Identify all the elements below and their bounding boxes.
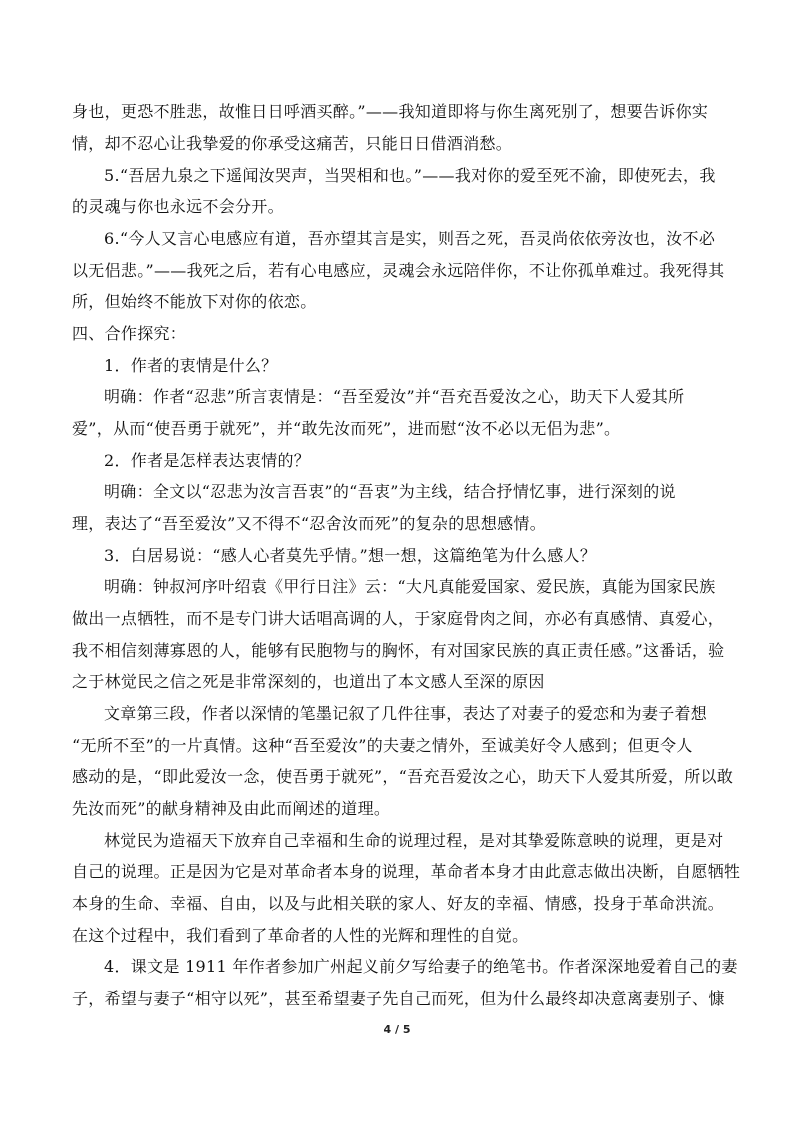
text-line: 做出一点牺牲，而不是专门讲大话唱高调的人，于家庭骨肉之间，亦必有真感情、真爱心， — [72, 609, 725, 628]
text-line: 林觉民为造福天下放弃自己幸福和生命的说理过程，是对其挚爱陈意映的说理，更是对 — [104, 831, 724, 850]
text-line: 身也，更恐不胜悲，故惟日日呼酒买醉。”——我知道即将与你生离死别了，想要告诉你实 — [72, 102, 709, 121]
question-line: 1．作者的衷情是什么？ — [104, 356, 278, 375]
text-line: 的灵魂与你也永远不会分开。 — [72, 197, 284, 216]
text-line: 所，但始终不能放下对你的依恋。 — [72, 292, 317, 311]
text-line: 6.“今人又言心电感应有道，吾亦望其言是实，则吾之死，吾灵尚依依旁汝也，汝不必 — [104, 229, 716, 248]
text-line: 感动的是，“即此爱汝一念，使吾勇于就死”，“吾充吾爱汝之心，助天下人爱其所爱，所以敢 — [72, 767, 734, 786]
text-line: 爱”，从而“使吾勇于就死”，并“敢先汝而死”，进而慰“汝不必以无侣为悲”。 — [72, 419, 621, 438]
question-line: 4．课文是 1911 年作者参加广州起义前夕写给妻子的绝笔书。作者深深地爱着自己的妻 — [104, 957, 738, 976]
text-line: “无所不至”的一片真情。这种“吾至爱汝”的夫妻之情外，至诚美好令人感到；但更令人 — [72, 736, 693, 755]
text-line: 情，却不忍心让我挚爱的你承受这痛苦，只能日日借酒消愁。 — [72, 134, 513, 153]
text-line: 我不相信刻薄寡恩的人，能够有民胞物与的胸怀，有对国家民族的真正责任感。”这番话，验 — [72, 641, 725, 660]
page-number: 4 / 5 — [383, 1023, 411, 1036]
text-line: 明确：作者“忍悲”所言衷情是：“吾至爱汝”并“吾充吾爱汝之心，助天下人爱其所 — [104, 387, 685, 406]
text-line: 本身的生命、幸福、自由，以及与此相关联的家人、好友的幸福、情感，投身于革命洪流。 — [72, 894, 725, 913]
text-line: 子，希望与妻子“相守以死”，甚至希望妻子先自己而死，但为什么最终却决意离妻别子、慷 — [72, 989, 725, 1008]
text-line: 在这个过程中，我们看到了革命者的人性的光辉和理性的自觉。 — [72, 926, 529, 945]
text-line: 明确：全文以“忍悲为汝言吾衷”的“吾衷”为主线，结合抒情忆事，进行深刻的说 — [104, 482, 676, 501]
text-line: 文章第三段，作者以深情的笔墨记叙了几件往事，表达了对妻子的爱恋和为妻子着想 — [104, 704, 708, 723]
section-heading: 四、合作探究： — [72, 324, 187, 343]
question-line: 2．作者是怎样表达衷情的？ — [104, 451, 311, 470]
text-line: 5.“吾居九泉之下遥闻汝哭声，当哭相和也。”——我对你的爱至死不渝，即使死去，我 — [104, 166, 716, 185]
text-line: 先汝而死”的献身精神及由此而阐述的道理。 — [72, 799, 391, 818]
text-line: 自己的说理。正是因为它是对革命者本身的说理，革命者本身才由此意志做出决断，自愿牺牲 — [72, 862, 741, 881]
text-line: 明确：钟叔河序叶绍袁《甲行日注》云：“大凡真能爱国家、爱民族，真能为国家民族 — [104, 577, 716, 596]
text-line: 理，表达了“吾至爱汝”又不得不“忍舍汝而死”的复杂的思想感情。 — [72, 514, 547, 533]
text-line: 以无侣悲。”——我死之后，若有心电感应，灵魂会永远陪伴你，不让你孤单难过。我死得其 — [72, 261, 725, 280]
question-line: 3．白居易说：“感人心者莫先乎情。”想一想，这篇绝笔为什么感人？ — [104, 546, 597, 565]
text-line: 之于林觉民之信之死是非常深刻的，也道出了本文感人至深的原因 — [72, 672, 545, 691]
